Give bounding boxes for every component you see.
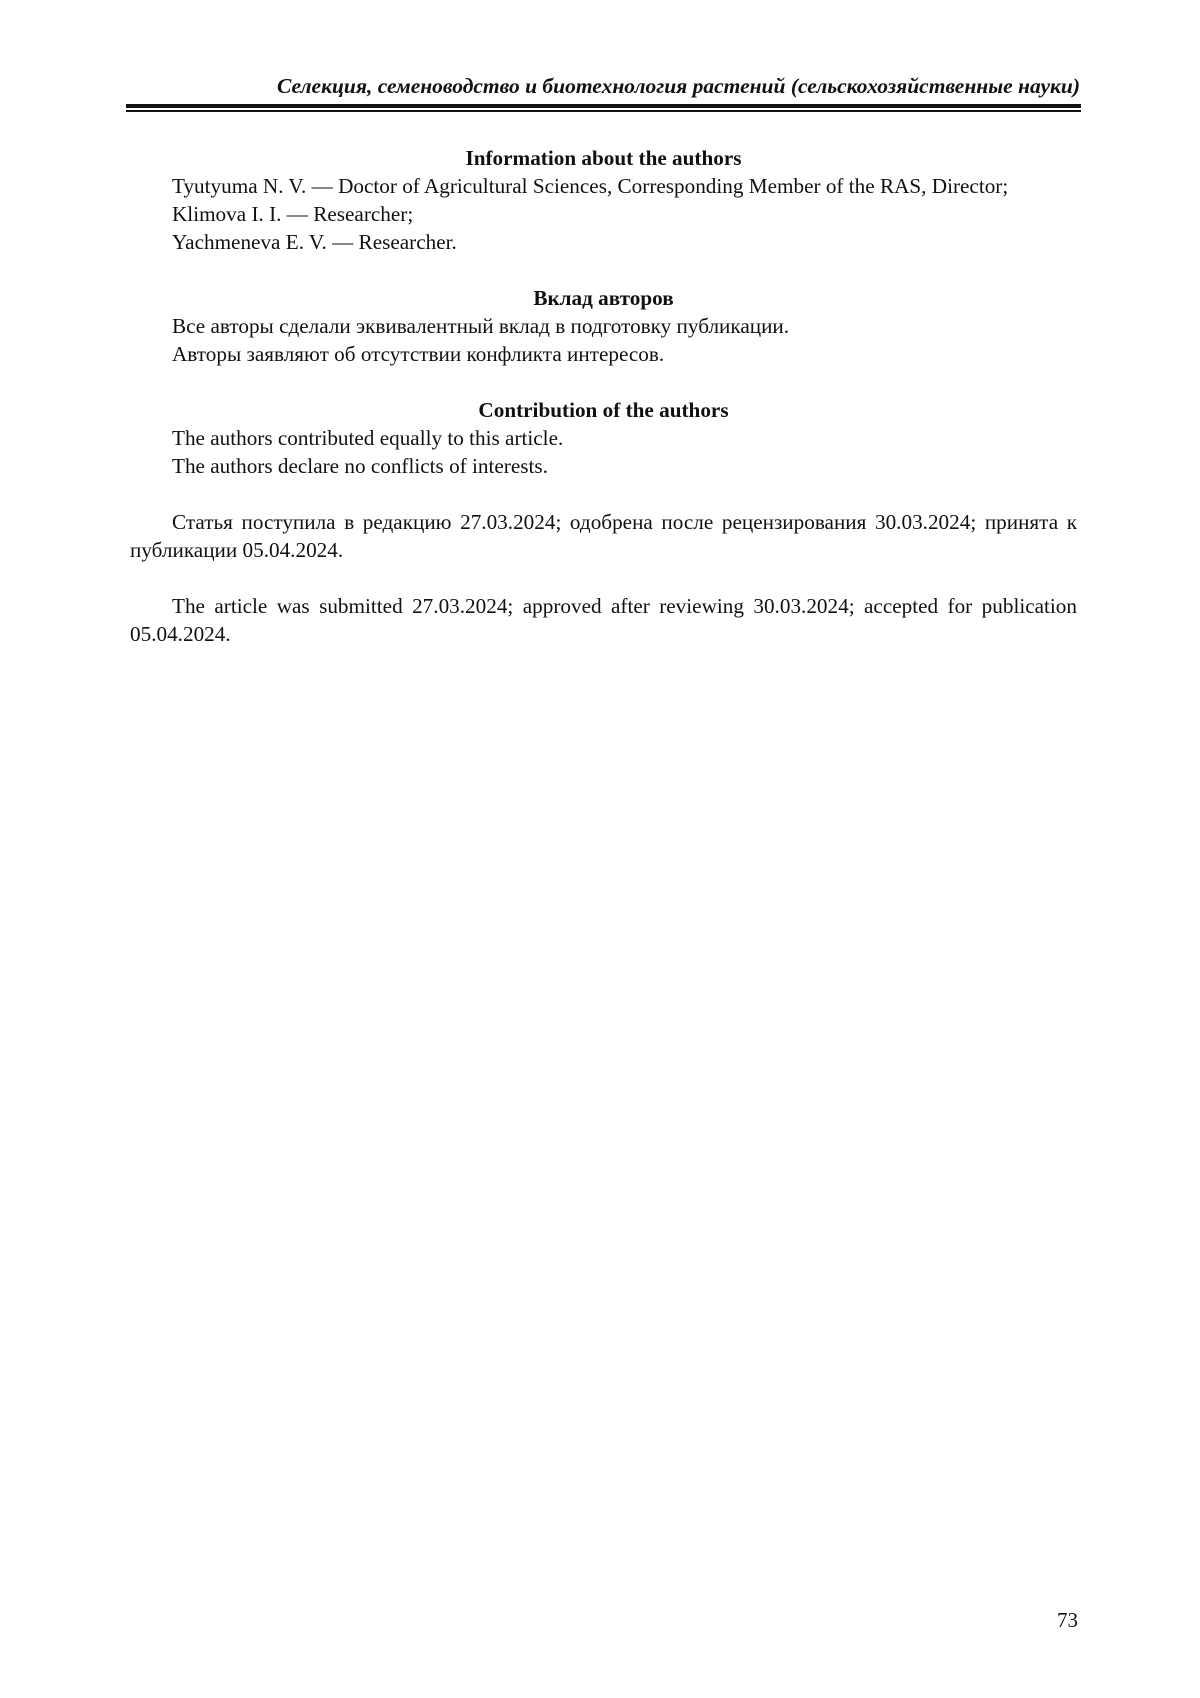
contribution-ru-line: Авторы заявляют об отсутствии конфликта интересов. — [172, 342, 665, 366]
article-history-ru: Статья поступила в редакцию 27.03.2024; одобрена после рецензирования 30.03.2024; принята к публикации 05.04.2024. — [130, 510, 1077, 562]
article-history-en: The article was submitted 27.03.2024; approved after reviewing 30.03.2024; accepted for publication 05.04.2024. — [130, 594, 1077, 646]
running-header: Селекция, семеноводство и биотехнология растений (сельскохозяйственные науки) — [277, 74, 1080, 98]
section-spacer — [130, 368, 1077, 396]
author-entry: Klimova I. I. — Researcher; — [172, 202, 414, 226]
contribution-en-line: The authors contributed equally to this article. — [172, 426, 564, 450]
header-rule-thick — [126, 104, 1081, 108]
page-number: 73 — [1057, 1608, 1078, 1632]
page-content — [130, 144, 1077, 648]
contribution-en-heading: Contribution of the authors — [478, 398, 729, 422]
contribution-ru-section — [130, 284, 1077, 368]
authors-info-section — [130, 144, 1077, 256]
section-spacer — [130, 256, 1077, 284]
section-spacer — [130, 564, 1077, 592]
contribution-ru-line: Все авторы сделали эквивалентный вклад в подготовку публикации. — [172, 314, 790, 338]
author-entry: Yachmeneva E. V. — Researcher. — [172, 230, 457, 254]
contribution-en-section — [130, 396, 1077, 480]
contribution-ru-heading: Вклад авторов — [533, 286, 674, 310]
header-rule-thin — [126, 110, 1081, 112]
authors-info-heading: Information about the authors — [465, 146, 742, 170]
author-entry: Tyutyuma N. V. — Doctor of Agricultural Sciences, Corresponding Member of the RAS, Director; — [172, 174, 1009, 198]
section-spacer — [130, 480, 1077, 508]
contribution-en-line: The authors declare no conflicts of interests. — [172, 454, 548, 478]
